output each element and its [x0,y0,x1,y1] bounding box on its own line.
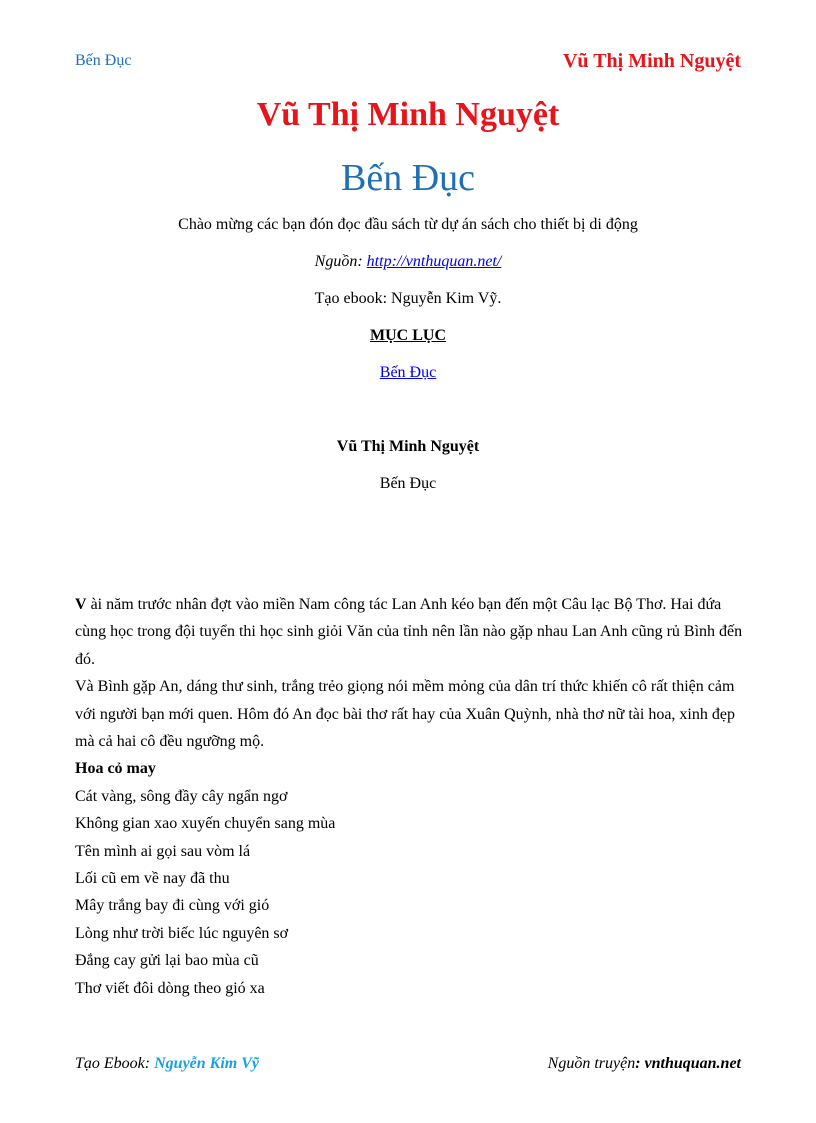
footer-label: Tạo Ebook [75,1055,145,1072]
source-link[interactable]: http://vnthuquan.net/ [366,253,502,270]
chapter-author: Vũ Thị Minh Nguyệt [336,438,480,455]
welcome-text: Chào mừng các bạn đón đọc đầu sách từ dự án sách cho thiết bị di động [178,216,638,233]
title-book: Bến Đục [340,157,476,199]
poem-line: Không gian xao xuyến chuyển sang mùa [75,815,336,833]
chapter-title: Bến Đục [379,475,437,492]
poem-line: Tên mình ai gọi sau vòm lá [75,842,251,860]
story-body [75,591,745,1002]
footer-source-name: vnthuquan.net [644,1055,741,1072]
toc-item [0,364,816,382]
ebook-creator: Tạo ebook: Nguyễn Kim Vỹ. [314,290,502,307]
footer-separator: : [635,1055,645,1072]
source-line [0,253,816,271]
poem-line: Lòng như trời biếc lúc nguyên sơ [75,924,289,942]
toc-heading: MỤC LỤC [370,327,446,344]
title-author: Vũ Thị Minh Nguyệt [256,96,560,133]
poem-line: Mây trắng bay đi cùng với gió [75,897,270,915]
header-author: Vũ Thị Minh Nguyệt [562,50,741,72]
source-label: Nguồn: [314,253,367,270]
footer-ebook-credit [75,1055,259,1073]
paragraph [75,591,745,673]
footer-separator: : [144,1055,155,1072]
footer-source-credit [548,1055,741,1073]
paragraph-text: ài năm trước nhân đợt vào miền Nam công tác Lan Anh kéo bạn đến một Câu lạc Bộ Thơ. Hai đứa cùng học trong đội tuyển thi học sinh giỏi Văn của tỉnh nên lần nào gặp nhau Lan Anh cũng rủ Bình đến đó. [75,596,743,668]
drop-letter: V [75,596,87,613]
footer-creator-name: Nguyễn Kim Vỹ [154,1055,259,1072]
poem-line: Đắng cay gửi lại bao mùa cũ [75,952,259,970]
poem-line: Lối cũ em về nay đã thu [75,870,230,888]
poem-line: Cát vàng, sông đầy cây ngẩn ngơ [75,787,288,805]
header-book-title: Bến Đục [75,52,132,69]
paragraph: Và Bình gặp An, dáng thư sinh, trắng trẻo giọng nói mềm mỏng của dân trí thức khiến cô rất thiện cảm với người bạn mới quen. Hôm đó An đọc bài thơ rất hay của Xuân Quỳnh, nhà thơ nữ tài hoa, xinh đẹp mà cả hai cô đều ngưỡng mộ. [75,678,735,751]
toc-link-ben-duc[interactable]: Bến Đục [379,364,437,381]
poem-title: Hoa cỏ may [75,760,156,778]
footer-label: Nguồn truyện [547,1055,636,1072]
poem-line: Thơ viết đôi dòng theo gió xa [75,979,265,997]
